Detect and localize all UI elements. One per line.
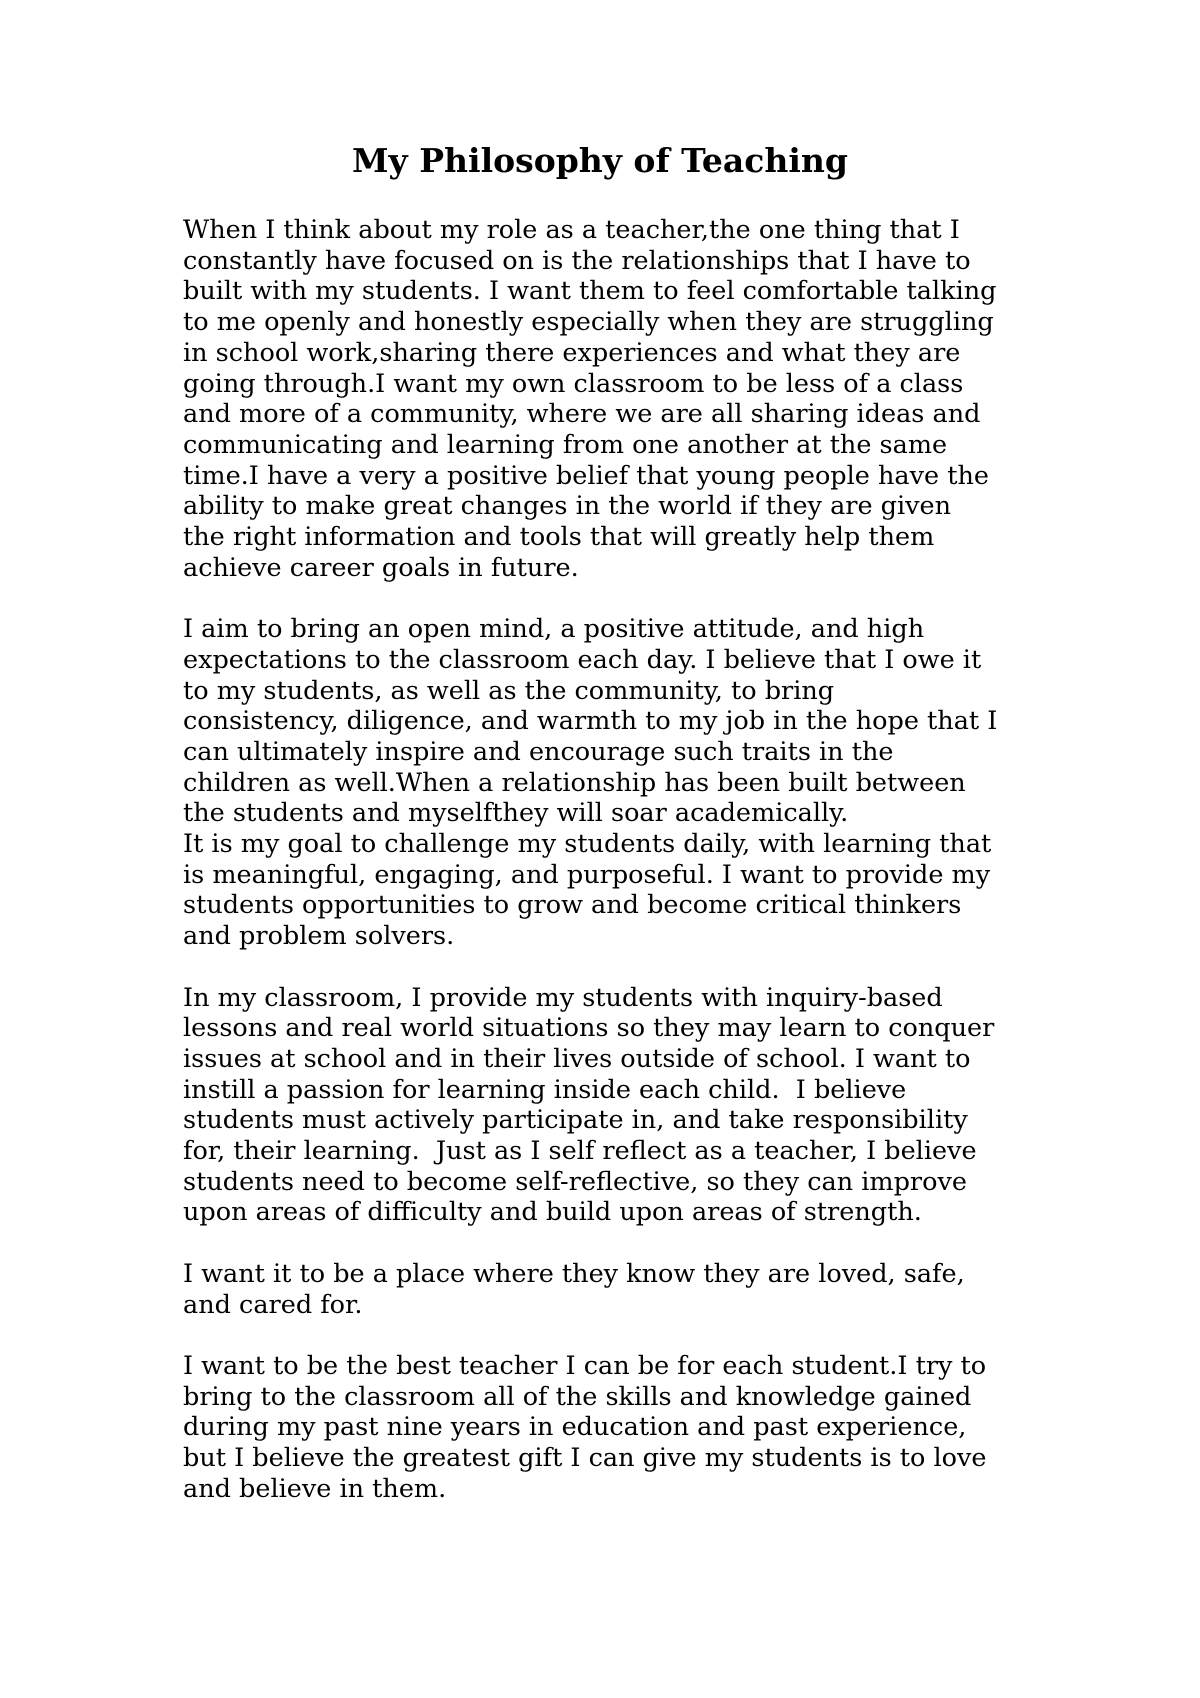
paragraph-line: issues at school and in their lives outside of school. I want to [183, 1043, 971, 1074]
paragraph-line: and believe in them. [183, 1473, 447, 1504]
paragraph-line: consistency, diligence, and warmth to my job in the hope that I [183, 706, 998, 737]
document-title: My Philosophy of Teaching [352, 141, 848, 180]
paragraph-line: time.I have a very a positive belief that young people have the [183, 460, 989, 491]
paragraph-line: upon areas of difficulty and build upon areas of strength. [183, 1197, 922, 1228]
paragraph-line: the right information and tools that will greatly help them [183, 522, 935, 553]
paragraph-spacer [183, 952, 1083, 983]
paragraph-line: for, their learning. Just as I self reflect as a teacher, I believe [183, 1136, 977, 1167]
paragraph-line: I want to be the best teacher I can be for each student.I try to [183, 1350, 987, 1381]
paragraph-4 [183, 1259, 1083, 1320]
paragraph-line: expectations to the classroom each day. I believe that I owe it [183, 644, 982, 675]
paragraph-line: instill a passion for learning inside each child. I believe [183, 1074, 907, 1105]
paragraph-line: achieve career goals in future. [183, 552, 579, 583]
paragraph-5 [183, 1351, 1083, 1505]
paragraph-1 [183, 215, 1083, 583]
paragraph-line: In my classroom, I provide my students with inquiry-based [183, 982, 943, 1013]
paragraph-spacer [183, 583, 1083, 614]
paragraph-line: communicating and learning from one another at the same [183, 429, 948, 460]
paragraph-line: during my past nine years in education and past experience, [183, 1412, 967, 1443]
paragraph-line: and cared for. [183, 1289, 363, 1320]
paragraph-line: When I think about my role as a teacher,the one thing that I [183, 215, 960, 245]
paragraph-spacer [183, 1228, 1083, 1259]
paragraph-line: and more of a community, where we are all sharing ideas and [183, 399, 981, 430]
paragraph-line: students must actively participate in, and take responsibility [183, 1105, 968, 1136]
paragraph-line: and problem solvers. [183, 921, 455, 952]
paragraph-line: constantly have focused on is the relationships that I have to [183, 245, 971, 276]
paragraph-line: students opportunities to grow and become critical thinkers [183, 890, 962, 921]
paragraph-line: I want it to be a place where they know they are loved, safe, [183, 1258, 965, 1289]
paragraph-line: ability to make great changes in the world if they are given [183, 491, 952, 522]
paragraph-line: is meaningful, engaging, and purposeful. I want to provide my [183, 859, 991, 890]
paragraph-line: built with my students. I want them to feel comfortable talking [183, 276, 997, 307]
paragraph-line: It is my goal to challenge my students daily, with learning that [183, 829, 992, 860]
document-body [183, 215, 1083, 1504]
paragraph-line: children as well.When a relationship has been built between [183, 767, 966, 798]
paragraph-line: to my students, as well as the community, to bring [183, 675, 835, 706]
paragraph-spacer [183, 1320, 1083, 1351]
paragraph-line: can ultimately inspire and encourage such traits in the [183, 736, 894, 767]
paragraph-3 [183, 983, 1083, 1229]
paragraph-2 [183, 614, 1083, 952]
paragraph-line: in school work,sharing there experiences and what they are [183, 337, 961, 368]
paragraph-line: to me openly and honestly especially when they are struggling [183, 307, 994, 338]
paragraph-line: going through.I want my own classroom to be less of a class [183, 368, 964, 399]
paragraph-line: but I believe the greatest gift I can give my students is to love [183, 1443, 987, 1474]
paragraph-line: bring to the classroom all of the skills and knowledge gained [183, 1381, 972, 1412]
paragraph-line: lessons and real world situations so they may learn to conquer [183, 1013, 995, 1044]
paragraph-line: I aim to bring an open mind, a positive attitude, and high [183, 614, 925, 645]
paragraph-line: students need to become self-reflective, so they can improve [183, 1166, 967, 1197]
paragraph-line: the students and myselfthey will soar academically. [183, 798, 849, 829]
